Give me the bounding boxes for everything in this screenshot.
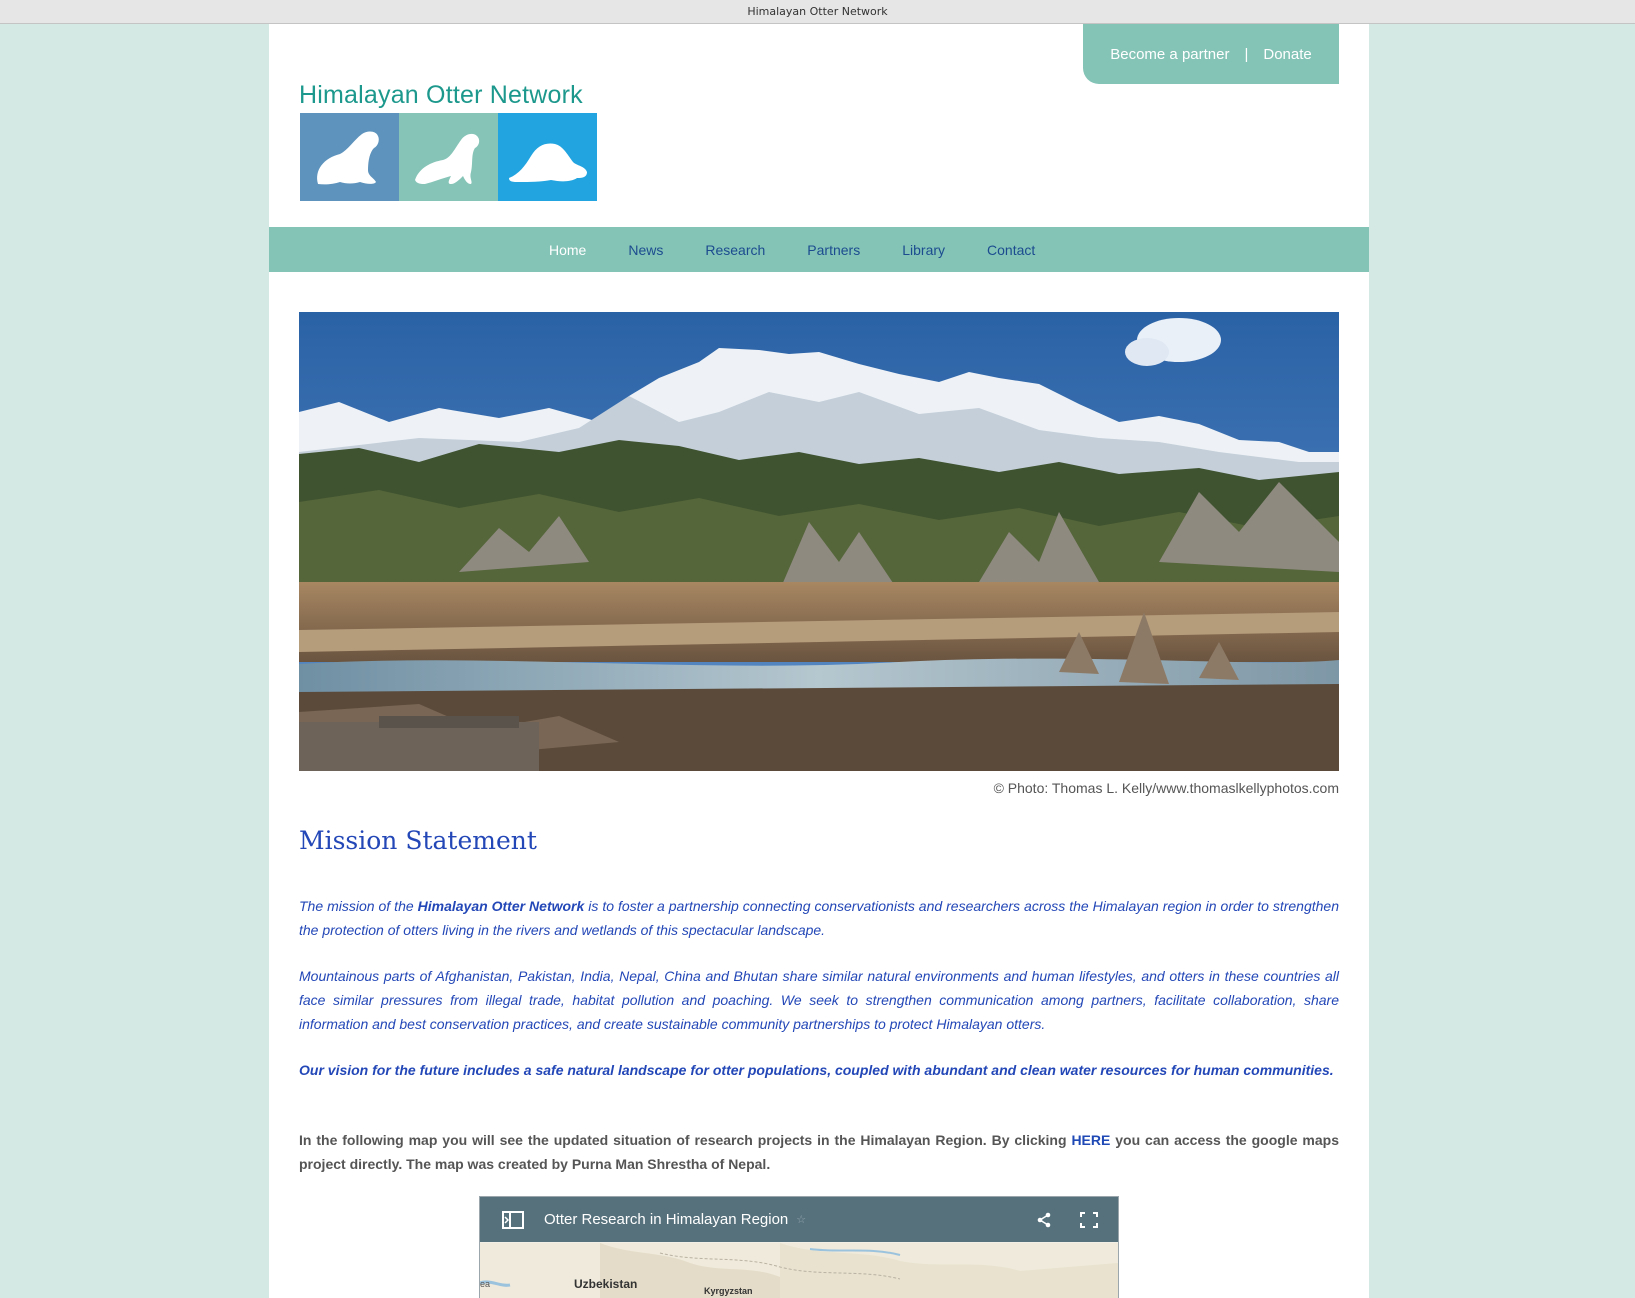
page-container [269,24,1369,1298]
mission-p1-bold: Himalayan Otter Network [417,898,585,914]
map-note-paragraph [299,1128,1339,1176]
mission-p1-pre: The mission of the [299,898,418,914]
vision-paragraph: Our vision for the future includes a safe natural landscape for otter populations, coupled with abundant and clean water resources for human communities. [299,1062,1334,1078]
google-map-embed[interactable] [479,1196,1119,1298]
nav-item-news[interactable]: News [628,241,664,258]
top-links-box [1083,24,1339,84]
otter-standing-icon [409,126,489,188]
otter-sitting-icon [310,126,390,188]
star-icon[interactable]: ☆ [796,1214,807,1226]
hero-image [299,312,1339,771]
mountain-landscape-photo [299,312,1339,771]
window-titlebar [0,0,1635,24]
mission-heading: Mission Statement [299,826,537,855]
mission-paragraph-1 [299,894,1339,942]
mission-paragraph-2: Mountainous parts of Afghanistan, Pakistan, India, Nepal, China and Bhutan share similar natural environments and human lifestyles, and otters in these countries all face similar pressures from illegal trade, habitat pollution and poaching. We seek to strengthen communication among partners, facilitate collaboration, share information and best conservation practices, and create sustainable community partnerships to protect Himalayan otters. [299,968,1339,1032]
nav-item-contact[interactable]: Contact [987,241,1036,258]
logo[interactable] [300,113,597,201]
otter-tile-1 [300,113,399,201]
otter-swimming-icon [505,126,591,188]
map-note-pre: In the following map you will see the updated situation of research projects in the Himalayan Region. By clicking [299,1132,1072,1148]
otter-tile-3 [498,113,597,201]
photo-credit: © Photo: Thomas L. Kelly/www.thomaslkellyphotos.com [993,780,1339,796]
nav-item-research[interactable]: Research [705,241,766,258]
map-canvas[interactable] [480,1243,1118,1298]
main-nav [269,227,1369,272]
nav-item-partners[interactable]: Partners [807,241,861,258]
nav-item-library[interactable]: Library [902,241,946,258]
map-label-kyrgyzstan: Kyrgyzstan [704,1286,753,1296]
otter-tile-2 [399,113,498,201]
become-partner-link[interactable]: Become a partner [1110,45,1230,63]
map-note-post: you can access the google maps project directly. The map was created by Purna Man Shrestha of Nepal. [299,1132,1339,1172]
donate-link[interactable]: Donate [1263,45,1312,63]
sidebar-toggle-icon[interactable] [502,1211,524,1229]
map-label-edge: ea [480,1279,491,1289]
fullscreen-icon[interactable] [1080,1212,1098,1228]
map-label-uzbekistan: Uzbekistan [574,1277,638,1291]
map-header [480,1197,1118,1242]
nav-item-home[interactable]: Home [549,241,587,258]
window-title: Himalayan Otter Network [747,5,888,18]
map-title: Otter Research in Himalayan Region [544,1211,789,1228]
here-link[interactable]: HERE [1071,1132,1111,1148]
top-links-separator: | [1244,45,1249,63]
share-icon[interactable] [1036,1212,1052,1228]
logo-title[interactable]: Himalayan Otter Network [299,81,583,109]
mission-p1-post: is to foster a partnership connecting conservationists and researchers across the Himalayan region in order to strengthen the protection of otters living in the rivers and wetlands of this spectacular landscape. [299,898,1340,938]
